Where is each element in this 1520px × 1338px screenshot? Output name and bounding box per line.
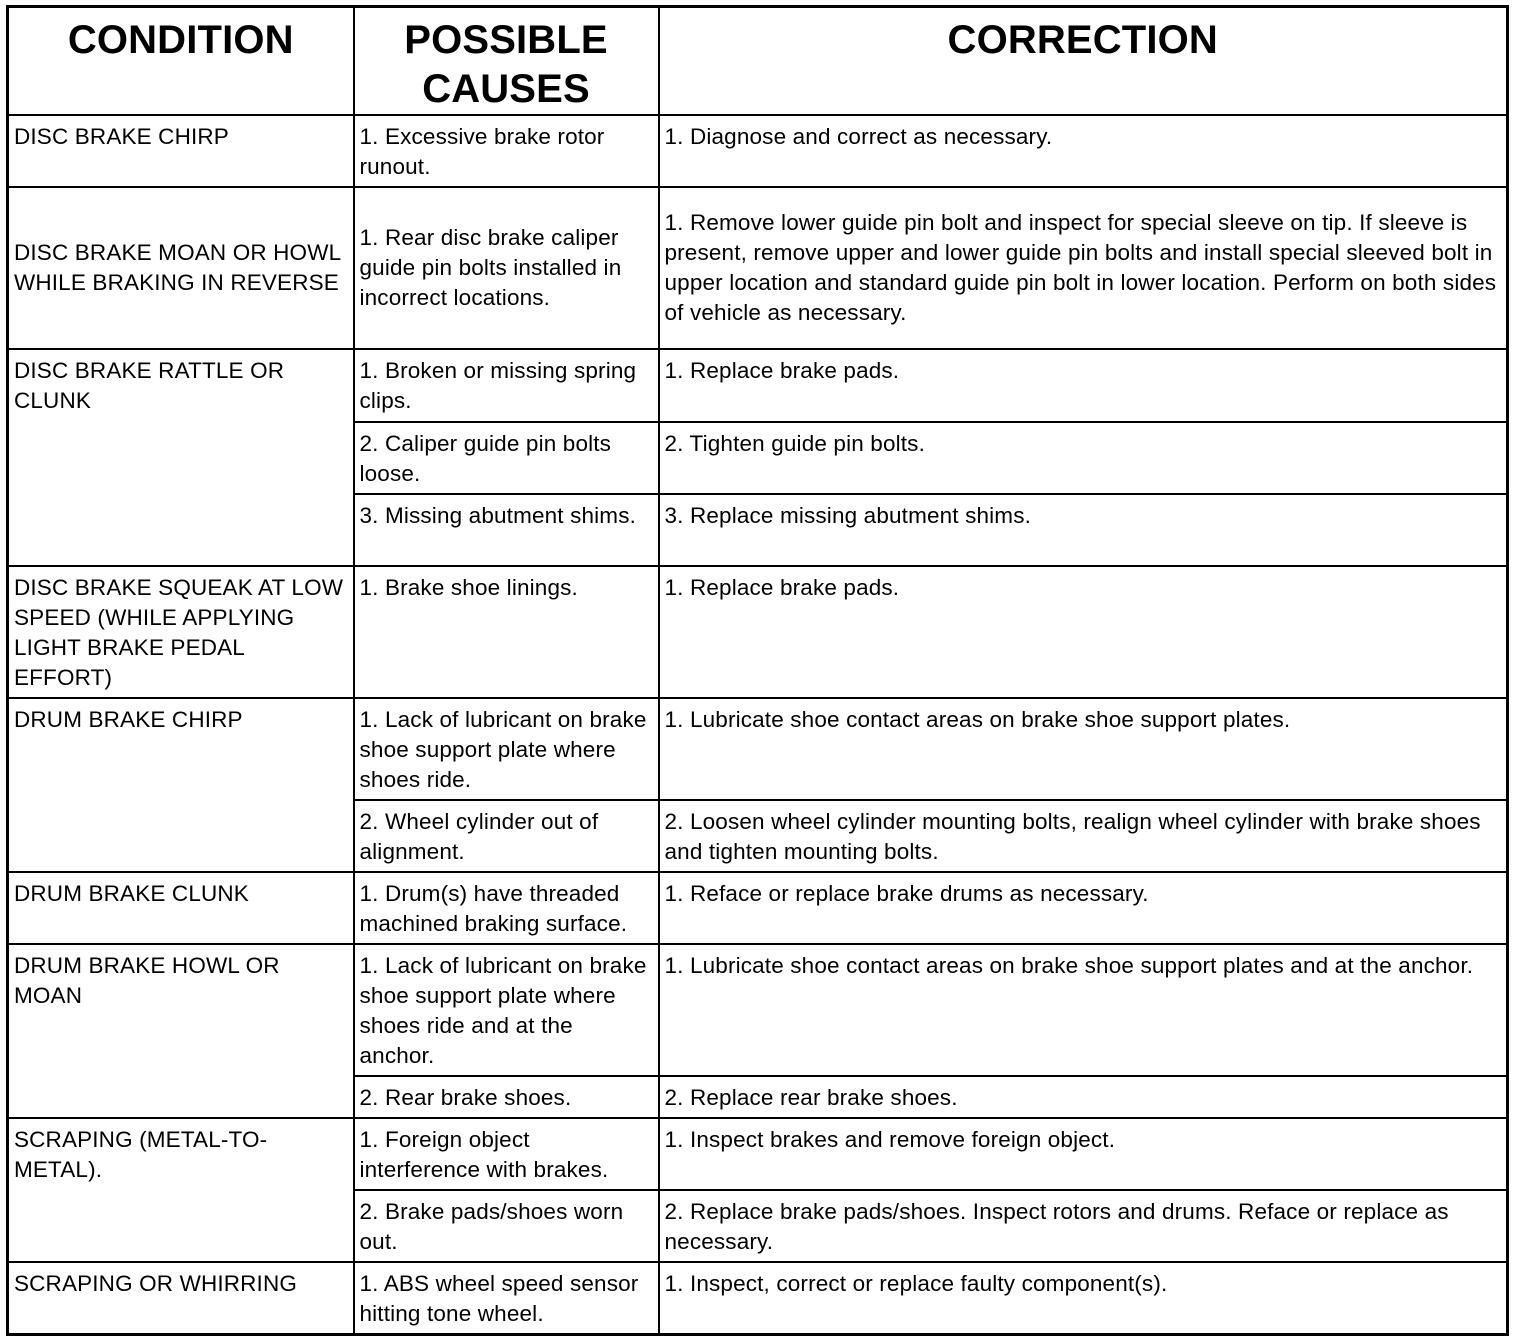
table-row (8, 1262, 1508, 1334)
correction-cell: 3. Replace missing abutment shims. (659, 494, 1508, 566)
table-header-row (8, 7, 1508, 116)
condition-cell: DRUM BRAKE CHIRP (8, 698, 354, 872)
condition-cell: DRUM BRAKE CLUNK (8, 872, 354, 944)
correction-cell: 2. Replace brake pads/shoes. Inspect rotors and drums. Reface or replace as necessary. (659, 1190, 1508, 1262)
cause-cell: 1. Lack of lubricant on brake shoe support plate where shoes ride. (354, 698, 659, 800)
diagnosis-table (6, 5, 1509, 1336)
cause-cell: 1. Foreign object interference with brakes. (354, 1118, 659, 1190)
cause-cell: 1. Rear disc brake caliper guide pin bolts installed in incorrect locations. (354, 187, 659, 349)
cause-cell: 1. Excessive brake rotor runout. (354, 115, 659, 187)
correction-cell: 2. Tighten guide pin bolts. (659, 422, 1508, 494)
cause-cell: 1. Lack of lubricant on brake shoe support plate where shoes ride and at the anchor. (354, 944, 659, 1076)
table-row (8, 187, 1508, 349)
table-row (8, 566, 1508, 698)
cause-cell: 1. Broken or missing spring clips. (354, 349, 659, 422)
table-row (8, 698, 1508, 800)
condition-cell: DISC BRAKE RATTLE OR CLUNK (8, 349, 354, 566)
correction-cell: 1. Reface or replace brake drums as necessary. (659, 872, 1508, 944)
correction-cell: 1. Lubricate shoe contact areas on brake shoe support plates. (659, 698, 1508, 800)
correction-cell: 1. Inspect brakes and remove foreign object. (659, 1118, 1508, 1190)
table-row (8, 1118, 1508, 1190)
condition-cell: SCRAPING (METAL-TO-METAL). (8, 1118, 354, 1262)
header-condition: CONDITION (8, 7, 354, 116)
table-row (8, 115, 1508, 187)
condition-cell: SCRAPING OR WHIRRING (8, 1262, 354, 1334)
correction-cell: 1. Replace brake pads. (659, 566, 1508, 698)
correction-cell: 1. Lubricate shoe contact areas on brake shoe support plates and at the anchor. (659, 944, 1508, 1076)
condition-cell: DRUM BRAKE HOWL OR MOAN (8, 944, 354, 1118)
correction-cell: 2. Replace rear brake shoes. (659, 1076, 1508, 1118)
table-row (8, 872, 1508, 944)
cause-cell: 1. ABS wheel speed sensor hitting tone wheel. (354, 1262, 659, 1334)
table-row (8, 944, 1508, 1076)
correction-cell: 1. Remove lower guide pin bolt and inspect for special sleeve on tip. If sleeve is present, remove upper and lower guide pin bolts and install special sleeved bolt in upper location and standard guide pin bolt in lower location. Perform on both sides of vehicle as necessary. (659, 187, 1508, 349)
correction-cell: 1. Diagnose and correct as necessary. (659, 115, 1508, 187)
cause-cell: 2. Caliper guide pin bolts loose. (354, 422, 659, 494)
cause-cell: 2. Rear brake shoes. (354, 1076, 659, 1118)
cause-cell: 3. Missing abutment shims. (354, 494, 659, 566)
table-row (8, 349, 1508, 422)
cause-cell: 1. Drum(s) have threaded machined braking surface. (354, 872, 659, 944)
correction-cell: 1. Inspect, correct or replace faulty component(s). (659, 1262, 1508, 1334)
condition-cell: DISC BRAKE MOAN OR HOWL WHILE BRAKING IN REVERSE (8, 187, 354, 349)
cause-cell: 2. Wheel cylinder out of alignment. (354, 800, 659, 872)
cause-cell: 1. Brake shoe linings. (354, 566, 659, 698)
condition-cell: DISC BRAKE SQUEAK AT LOW SPEED (WHILE APPLYING LIGHT BRAKE PEDAL EFFORT) (8, 566, 354, 698)
header-possible-causes: POSSIBLE CAUSES (354, 7, 659, 116)
cause-cell: 2. Brake pads/shoes worn out. (354, 1190, 659, 1262)
correction-cell: 2. Loosen wheel cylinder mounting bolts, realign wheel cylinder with brake shoes and tighten mounting bolts. (659, 800, 1508, 872)
header-correction: CORRECTION (659, 7, 1508, 116)
correction-cell: 1. Replace brake pads. (659, 349, 1508, 422)
condition-cell: DISC BRAKE CHIRP (8, 115, 354, 187)
